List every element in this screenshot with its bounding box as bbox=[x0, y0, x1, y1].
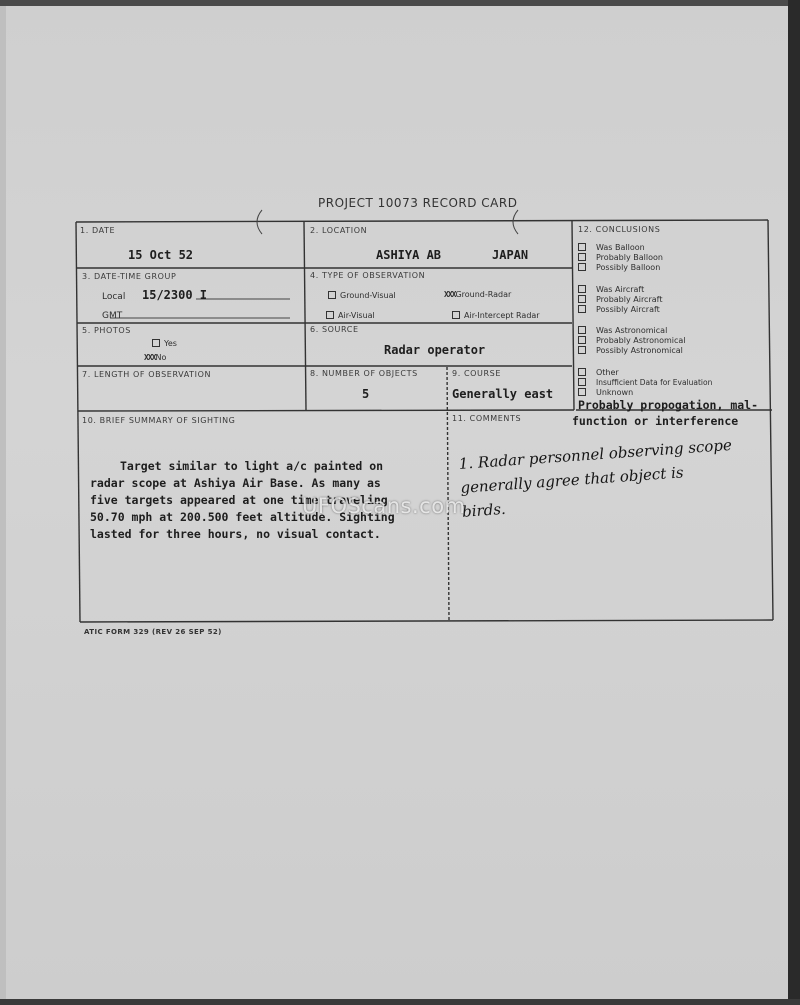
length-label: 7. LENGTH OF OBSERVATION bbox=[82, 370, 212, 379]
conclusion-item: Possibly Balloon bbox=[578, 263, 660, 272]
date-value: 15 Oct 52 bbox=[128, 248, 194, 262]
form-id: ATIC FORM 329 (REV 26 SEP 52) bbox=[84, 628, 222, 636]
location-label: 2. LOCATION bbox=[310, 226, 368, 235]
watermark: UFOScans.com bbox=[302, 494, 466, 518]
conclusion-item: Possibly Aircraft bbox=[578, 305, 660, 314]
location-base: ASHIYA AB bbox=[376, 248, 442, 262]
summary-line: Target similar to light a/c painted on bbox=[120, 459, 384, 473]
conclusion-item: Was Astronomical bbox=[578, 326, 667, 335]
conclusion-item: Was Aircraft bbox=[578, 285, 644, 294]
type-ground-visual: Ground-Visual bbox=[328, 291, 396, 300]
checkbox-icon bbox=[578, 368, 586, 376]
conclusion-item: Insufficient Data for Evaluation bbox=[578, 378, 712, 387]
summary-line: five targets appeared at one time traveling bbox=[90, 493, 388, 507]
source-value: Radar operator bbox=[384, 343, 486, 357]
date-label: 1. DATE bbox=[80, 226, 116, 235]
course-label: 9. COURSE bbox=[452, 369, 502, 378]
type-air-intercept: Air-Intercept Radar bbox=[452, 311, 540, 320]
summary-label: 10. BRIEF SUMMARY OF SIGHTING bbox=[82, 416, 236, 425]
conclusion-item: Probably Balloon bbox=[578, 253, 663, 262]
photos-yes: Yes bbox=[152, 339, 177, 348]
summary-line: 50.70 mph at 200.500 feet altitude. Sighting bbox=[90, 510, 395, 524]
checkbox-icon bbox=[578, 285, 586, 293]
conclusion-typed-line: Probably propogation, mal- bbox=[578, 398, 759, 412]
type-air-visual: Air-Visual bbox=[326, 311, 375, 320]
objects-label: 8. NUMBER OF OBJECTS bbox=[310, 369, 418, 378]
checkbox-icon bbox=[578, 243, 586, 251]
conclusions-label: 12. CONCLUSIONS bbox=[578, 225, 661, 234]
handwritten-line: birds. bbox=[461, 499, 507, 521]
checkbox-icon bbox=[578, 336, 586, 344]
checkbox-icon bbox=[578, 378, 586, 386]
dtg-local-value: 15/2300 I bbox=[142, 288, 208, 302]
conclusion-item: Possibly Astronomical bbox=[578, 346, 683, 355]
checkbox-icon bbox=[578, 253, 586, 261]
source-label: 6. SOURCE bbox=[310, 325, 359, 334]
photos-label: 5. PHOTOS bbox=[82, 326, 131, 335]
type-ground-radar: XXXGround-Radar bbox=[444, 290, 512, 299]
photos-no: XXXNo bbox=[144, 353, 167, 362]
conclusion-item: Unknown bbox=[578, 388, 633, 397]
objects-value: 5 bbox=[362, 387, 370, 401]
handwritten-line: generally agree that object is bbox=[459, 463, 685, 497]
course-value: Generally east bbox=[452, 387, 554, 401]
card-title: PROJECT 10073 RECORD CARD bbox=[318, 196, 518, 210]
checkbox-icon bbox=[578, 388, 586, 396]
location-country: JAPAN bbox=[492, 248, 529, 262]
checkbox-icon bbox=[578, 263, 586, 271]
comments-label: 11. COMMENTS bbox=[452, 414, 522, 423]
conclusion-item: Was Balloon bbox=[578, 243, 645, 252]
summary-line: lasted for three hours, no visual contact. bbox=[90, 527, 381, 541]
conclusion-item: Probably Astronomical bbox=[578, 336, 686, 345]
checkbox-icon bbox=[578, 305, 586, 313]
conclusion-typed-line: function or interference bbox=[572, 414, 739, 428]
dtg-label: 3. DATE-TIME GROUP bbox=[82, 272, 177, 281]
type-label: 4. TYPE OF OBSERVATION bbox=[310, 271, 426, 280]
dtg-local-label: Local bbox=[102, 292, 126, 302]
conclusion-item: Other bbox=[578, 368, 619, 377]
checkbox-icon bbox=[578, 346, 586, 354]
checkbox-icon bbox=[578, 295, 586, 303]
conclusion-item: Probably Aircraft bbox=[578, 295, 662, 304]
handwritten-line: 1. Radar personnel observing scope bbox=[458, 435, 733, 473]
checkbox-icon bbox=[578, 326, 586, 334]
dtg-gmt-label: GMT bbox=[102, 311, 123, 321]
summary-line: radar scope at Ashiya Air Base. As many as bbox=[90, 476, 381, 490]
